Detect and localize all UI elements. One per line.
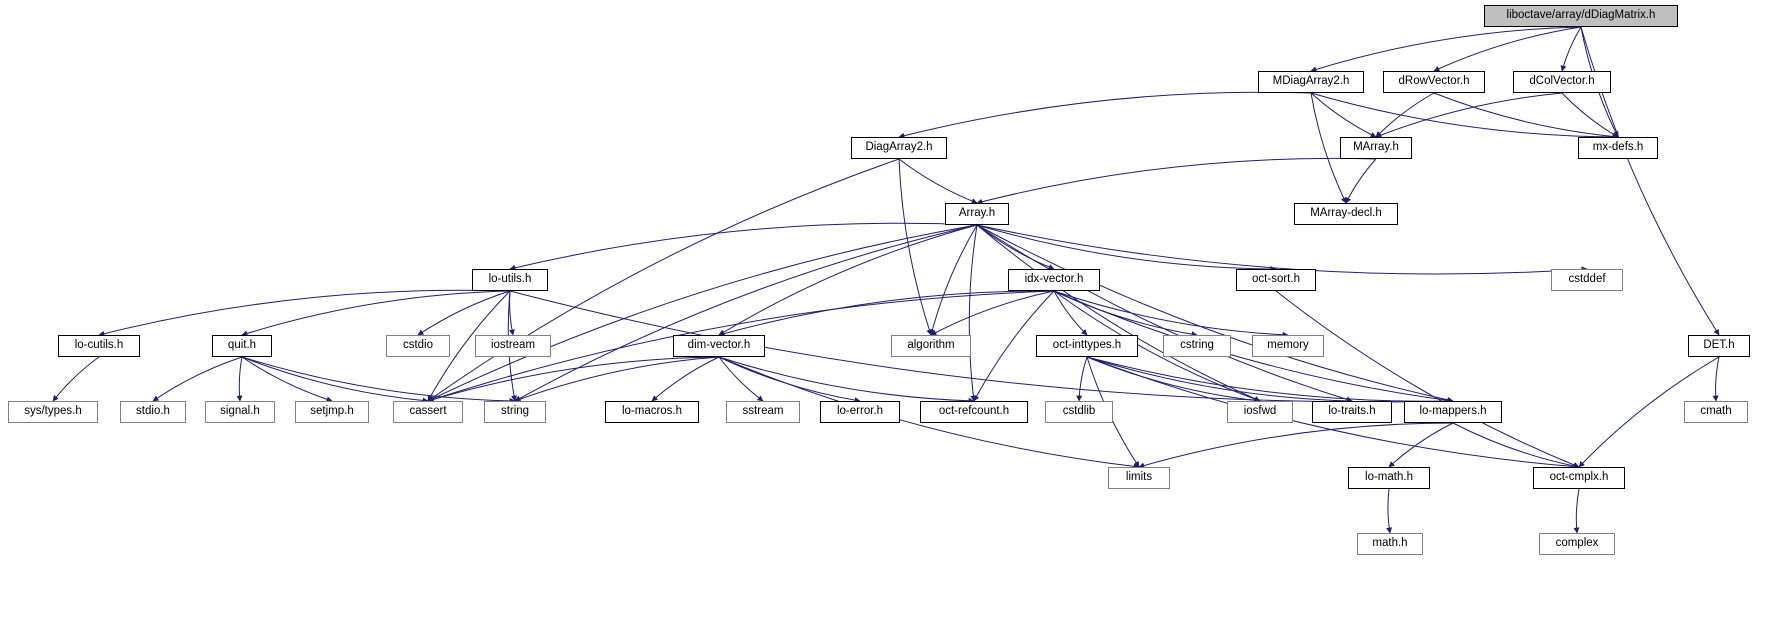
edge-quit-to-string	[242, 357, 515, 401]
graph-node-sstream[interactable]: sstream	[726, 401, 800, 423]
edge-idxvector-to-algorithm	[931, 291, 1054, 335]
edge-array-to-cassert	[428, 225, 977, 401]
edge-octinttypes-to-iosfwd	[1087, 357, 1260, 401]
edge-octsort-to-octcmplx	[1276, 291, 1579, 467]
graph-node-loerror[interactable]: lo-error.h	[820, 401, 900, 423]
edge-array-to-octsort	[977, 225, 1276, 269]
graph-node-mxdefs[interactable]: mx-defs.h	[1578, 137, 1658, 159]
graph-node-iosfwd[interactable]: iosfwd	[1227, 401, 1293, 423]
graph-node-lomacros[interactable]: lo-macros.h	[605, 401, 699, 423]
graph-node-array[interactable]: Array.h	[945, 203, 1009, 225]
edge-marray-to-marraydecl	[1346, 159, 1376, 203]
graph-node-string[interactable]: string	[484, 401, 546, 423]
graph-node-complex[interactable]: complex	[1539, 533, 1615, 555]
edge-octinttypes-to-lomappers	[1087, 357, 1453, 401]
edge-loutils-to-cstdio	[418, 291, 510, 335]
graph-node-diagarray2[interactable]: DiagArray2.h	[851, 137, 947, 159]
graph-node-marray[interactable]: MArray.h	[1340, 137, 1412, 159]
graph-node-det[interactable]: DET.h	[1688, 335, 1750, 357]
edge-idxvector-to-dimvector	[719, 291, 1054, 335]
edge-array-to-octrefcount	[969, 225, 977, 401]
edge-octcmplx-to-complex	[1576, 489, 1579, 533]
graph-node-root[interactable]: liboctave/array/dDiagMatrix.h	[1484, 5, 1678, 27]
graph-node-dcolvector[interactable]: dColVector.h	[1513, 71, 1611, 93]
graph-node-dimvector[interactable]: dim-vector.h	[673, 335, 765, 357]
edge-lomappers-to-lomath	[1389, 423, 1453, 467]
edge-dimvector-to-loerror	[719, 357, 860, 401]
edge-array-to-algorithm	[931, 225, 977, 335]
edge-quit-to-stdio	[153, 357, 242, 401]
edge-idxvector-to-memory	[1054, 291, 1288, 335]
graph-node-cmath[interactable]: cmath	[1684, 401, 1748, 423]
edge-root-to-dcolvector	[1562, 27, 1581, 71]
edge-locutils-to-systypes	[53, 357, 99, 401]
graph-node-algorithm[interactable]: algorithm	[891, 335, 971, 357]
edge-quit-to-signal	[239, 357, 242, 401]
edge-octinttypes-to-lotraits	[1087, 357, 1352, 401]
edge-dimvector-to-lomacros	[652, 357, 719, 401]
edge-marray-to-array	[977, 158, 1376, 203]
edge-array-to-idxvector	[977, 225, 1054, 269]
graph-node-lomappers[interactable]: lo-mappers.h	[1404, 401, 1502, 423]
edge-loutils-to-iostream	[510, 291, 513, 335]
edge-array-to-loutils	[510, 223, 977, 269]
graph-node-memory[interactable]: memory	[1252, 335, 1324, 357]
graph-node-iostream[interactable]: iostream	[475, 335, 551, 357]
graph-node-systypes[interactable]: sys/types.h	[8, 401, 98, 423]
edge-det-to-cmath	[1716, 357, 1719, 401]
edge-lomappers-to-octcmplx	[1453, 423, 1579, 467]
graph-node-signal[interactable]: signal.h	[205, 401, 275, 423]
edge-dimvector-to-sstream	[719, 357, 763, 401]
edge-lomath-to-math	[1388, 489, 1390, 533]
graph-node-loutils[interactable]: lo-utils.h	[472, 269, 548, 291]
edge-array-to-string	[515, 225, 977, 401]
graph-node-lotraits[interactable]: lo-traits.h	[1312, 401, 1392, 423]
graph-node-setjmp[interactable]: setjmp.h	[295, 401, 369, 423]
edge-diagarray2-to-algorithm	[899, 159, 931, 335]
edge-loutils-to-quit	[242, 291, 510, 335]
graph-node-octinttypes[interactable]: oct-inttypes.h	[1036, 335, 1138, 357]
edge-array-to-lomappers	[977, 225, 1453, 401]
graph-node-marraydecl[interactable]: MArray-decl.h	[1294, 203, 1398, 225]
graph-node-math[interactable]: math.h	[1357, 533, 1423, 555]
edge-octinttypes-to-cstdlib	[1079, 357, 1087, 401]
edge-dimvector-to-string	[515, 357, 719, 401]
graph-node-octrefcount[interactable]: oct-refcount.h	[920, 401, 1028, 423]
edge-loutils-to-locutils	[99, 290, 510, 335]
graph-node-octsort[interactable]: oct-sort.h	[1236, 269, 1316, 291]
graph-node-locutils[interactable]: lo-cutils.h	[58, 335, 140, 357]
edge-root-to-drowvector	[1434, 27, 1581, 71]
graph-node-lomath[interactable]: lo-math.h	[1348, 467, 1430, 489]
graph-node-cstddef[interactable]: cstddef	[1551, 269, 1623, 291]
graph-node-cstdio[interactable]: cstdio	[386, 335, 450, 357]
edge-quit-to-setjmp	[242, 357, 332, 401]
edge-drowvector-to-mxdefs	[1434, 93, 1618, 137]
edge-array-to-dimvector	[719, 225, 977, 335]
edge-dimvector-to-octrefcount	[719, 357, 974, 401]
edge-root-to-mdiagarray2	[1311, 27, 1581, 71]
graph-node-quit[interactable]: quit.h	[212, 335, 272, 357]
graph-node-idxvector[interactable]: idx-vector.h	[1008, 269, 1100, 291]
edge-array-to-cstddef	[977, 225, 1587, 274]
graph-node-limits[interactable]: limits	[1108, 467, 1170, 489]
edge-quit-to-cassert	[242, 357, 428, 401]
edge-dcolvector-to-mxdefs	[1562, 93, 1618, 137]
graph-node-mdiagarray2[interactable]: MDiagArray2.h	[1258, 71, 1364, 93]
edge-drowvector-to-marray	[1376, 93, 1434, 137]
graph-node-stdio[interactable]: stdio.h	[120, 401, 186, 423]
graph-node-octcmplx[interactable]: oct-cmplx.h	[1533, 467, 1625, 489]
edge-idxvector-to-octinttypes	[1054, 291, 1087, 335]
edge-lomappers-to-limits	[1139, 423, 1453, 467]
edge-diagarray2-to-array	[899, 159, 977, 203]
graph-node-cassert[interactable]: cassert	[393, 401, 463, 423]
edge-mdiagarray2-to-mxdefs	[1311, 93, 1618, 137]
edge-mdiagarray2-to-marray	[1311, 93, 1376, 137]
edge-array-to-lotraits	[977, 225, 1352, 401]
edge-dimvector-to-cassert	[428, 357, 719, 401]
graph-node-cstdlib[interactable]: cstdlib	[1045, 401, 1113, 423]
graph-node-cstring[interactable]: cstring	[1163, 335, 1231, 357]
edge-idxvector-to-cstring	[1054, 291, 1197, 335]
edge-mdiagarray2-to-diagarray2	[899, 92, 1311, 137]
graph-node-drowvector[interactable]: dRowVector.h	[1383, 71, 1485, 93]
edge-dcolvector-to-marray	[1376, 93, 1562, 137]
edge-array-to-iosfwd	[977, 225, 1260, 401]
